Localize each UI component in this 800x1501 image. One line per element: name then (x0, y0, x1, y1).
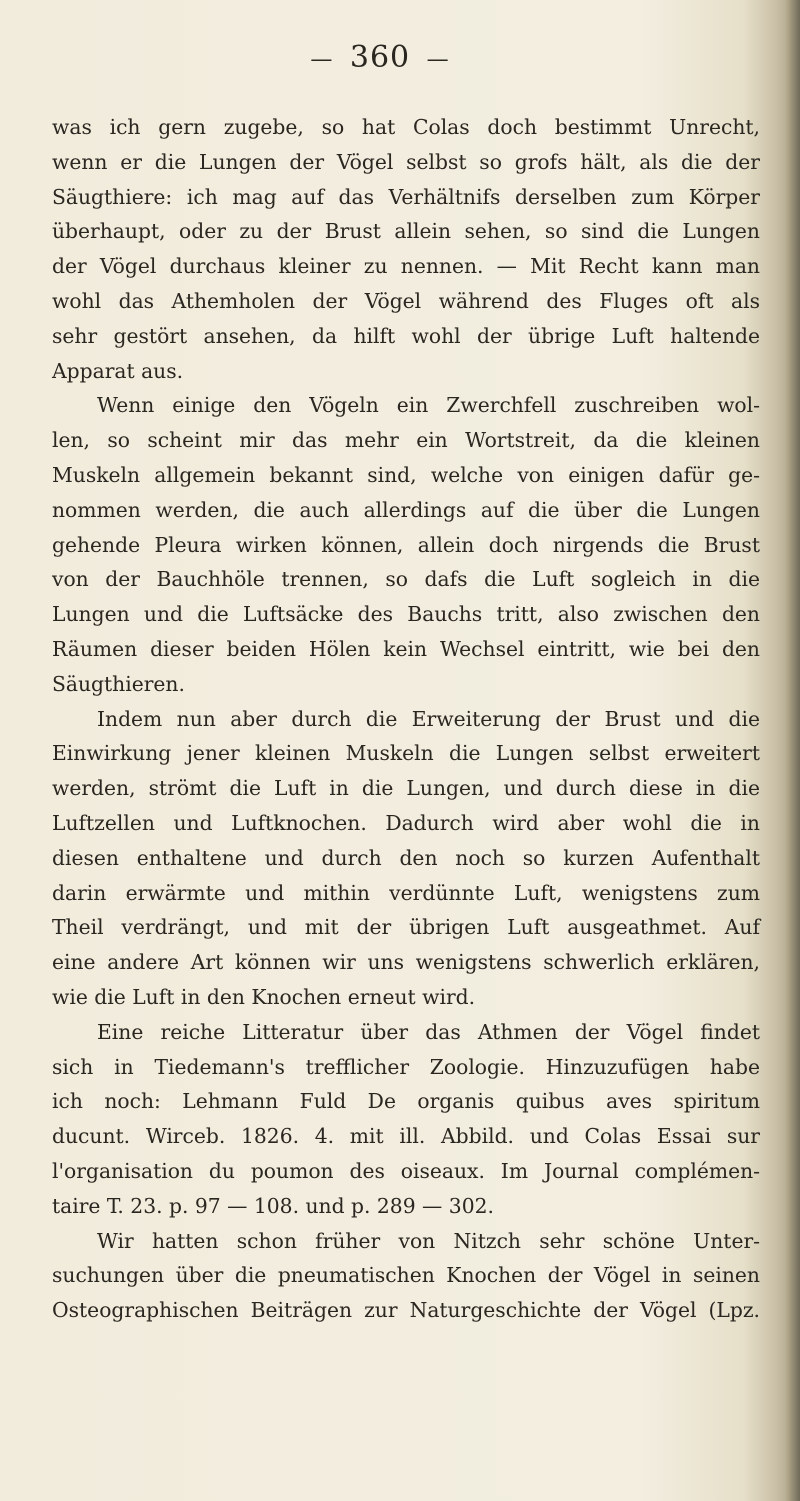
text-line: nommen werden, die auch allerdings auf die über die Lungen (52, 497, 760, 522)
paragraph-start: Indem nun aber durch die Erweiterung der Brust und die (97, 706, 760, 731)
text-line: eine andere Art können wir uns wenigstens schwerlich erklären, (52, 950, 760, 975)
text-line: Osteographischen Beiträgen zur Naturgeschichte der Vögel (Lpz. (52, 1298, 760, 1323)
paragraph-start: Eine reiche Litteratur über das Athmen der Vögel findet (97, 1019, 760, 1044)
text-line: Lungen und die Luftsäcke des Bauchs tritt, also zwischen den (52, 602, 760, 627)
text-line: l'organisation du poumon des oiseaux. Im Journal complémen- (52, 1158, 760, 1183)
text-line: werden, strömt die Luft in die Lungen, und durch diese in die (52, 776, 760, 801)
text-line: suchungen über die pneumatischen Knochen der Vögel in seinen (52, 1263, 760, 1288)
text-line: taire T. 23. p. 97 — 108. und p. 289 — 302. (52, 1193, 494, 1218)
text-line: Säugthiere: ich mag auf das Verhältnifs derselben zum Körper (52, 184, 760, 209)
text-line: Säugthieren. (52, 671, 185, 696)
text-line: sich in Tiedemann's trefflicher Zoologie. Hinzuzufügen habe (52, 1054, 760, 1079)
text-line: von der Bauchhöle trennen, so dafs die Luft sogleich in die (52, 567, 760, 592)
text-line: ducunt. Wirceb. 1826. 4. mit ill. Abbild. und Colas Essai sur (52, 1124, 760, 1149)
text-line: gehende Pleura wirken können, allein doch nirgends die Brust (52, 532, 760, 557)
text-line: ich noch: Lehmann Fuld De organis quibus aves spiritum (52, 1089, 760, 1114)
body-text (52, 110, 760, 1328)
text-line: wohl das Athemholen der Vögel während des Fluges oft als (52, 288, 760, 313)
text-line: Theil verdrängt, und mit der übrigen Luft ausgeathmet. Auf (52, 915, 760, 940)
text-line: wie die Luft in den Knochen erneut wird. (52, 984, 476, 1009)
dash-left: — (310, 46, 334, 72)
text-line: der Vögel durchaus kleiner zu nennen. — Mit Recht kann man (52, 254, 760, 279)
page-edge (786, 0, 800, 1501)
paragraph-start: Wenn einige den Vögeln ein Zwerchfell zuschreiben wol- (97, 393, 760, 418)
page-number: 360 (349, 40, 411, 75)
text-line: was ich gern zugebe, so hat Colas doch bestimmt Unrecht, (52, 115, 760, 139)
text-line: len, so scheint mir das mehr ein Wortstreit, da die kleinen (52, 428, 760, 453)
text-line: Luftzellen und Luftknochen. Dadurch wird aber wohl die in (52, 810, 760, 835)
text-line: Einwirkung jener kleinen Muskeln die Lungen selbst erweitert (52, 741, 760, 766)
paragraph-start: Wir hatten schon früher von Nitzch sehr schöne Unter- (97, 1228, 760, 1253)
text-line: Räumen dieser beiden Hölen kein Wechsel eintritt, wie bei den (52, 636, 760, 661)
text-line: diesen enthaltene und durch den noch so kurzen Aufenthalt (52, 845, 760, 870)
text-line: Apparat aus. (52, 358, 184, 383)
text-line: wenn er die Lungen der Vögel selbst so grofs hält, als die der (52, 149, 760, 174)
text-line: sehr gestört ansehen, da hilft wohl der übrige Luft haltende (52, 323, 760, 348)
text-line: darin erwärmte und mithin verdünnte Luft, wenigstens zum (52, 880, 760, 905)
page-number-header (0, 40, 760, 75)
text-line: Muskeln allgemein bekannt sind, welche von einigen dafür ge- (52, 462, 760, 487)
text-line: überhaupt, oder zu der Brust allein sehen, so sind die Lungen (52, 219, 760, 244)
dash-right: — (426, 46, 450, 72)
